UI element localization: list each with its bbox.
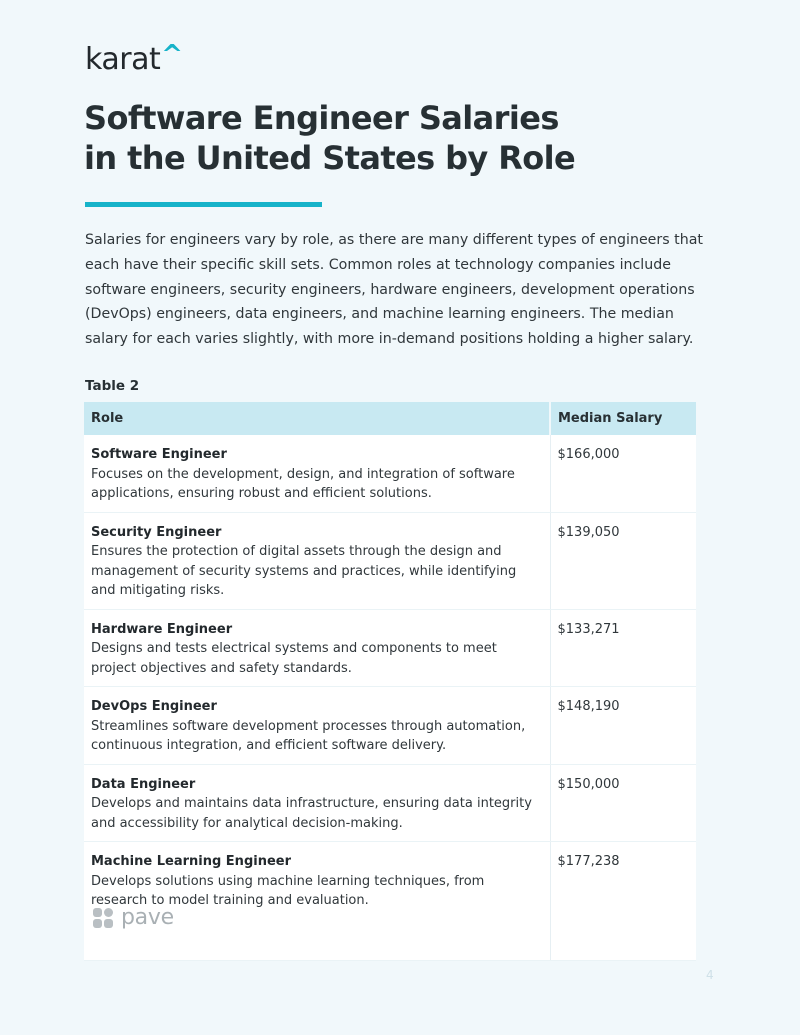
role-name: Hardware Engineer xyxy=(91,621,233,637)
role-cell xyxy=(84,435,550,512)
role-cell xyxy=(84,687,550,765)
pave-source-logo xyxy=(93,906,174,930)
role-name: Data Engineer xyxy=(91,776,196,792)
table-row xyxy=(84,842,696,961)
role-name: Software Engineer xyxy=(91,447,227,462)
page-title xyxy=(84,98,724,178)
karat-caret-icon: ^ xyxy=(161,40,183,70)
intro-paragraph: Salaries for engineers vary by role, as there are many different types of engineers that each have their specific skill sets. Common roles at technology companies include software engineers, security engineers, hardware engineers, development operations (DevOps) engineers, data engineers, and machine learning engineers. The median salary for each varies slightly, with more in-demand positions holding a higher salary. xyxy=(85,232,703,348)
table-row xyxy=(84,435,696,512)
table-row xyxy=(84,512,696,609)
page-number: 4 xyxy=(706,968,714,982)
pave-logo-text: pave xyxy=(121,905,174,930)
column-header-role: Role xyxy=(84,402,550,435)
role-cell xyxy=(84,764,550,842)
page-title-line-1: Software Engineer Salaries xyxy=(84,99,559,137)
role-description: Develops and maintains data infrastructure, ensuring data integrity and accessibility for analytical decision-making. xyxy=(91,796,532,831)
role-description: Ensures the protection of digital assets through the design and management of security systems and practices, while identifying and mitigating risks. xyxy=(91,544,517,598)
title-accent-divider xyxy=(85,202,322,207)
role-name: DevOps Engineer xyxy=(91,699,217,714)
karat-logo xyxy=(85,40,183,81)
role-description: Develops solutions using machine learning techniques, from research to model training and evaluation. xyxy=(91,873,485,908)
role-name: Machine Learning Engineer xyxy=(91,854,292,869)
salary-cell: $166,000 xyxy=(550,435,696,512)
role-cell xyxy=(84,842,550,961)
role-description: Focuses on the development, design, and integration of software applications, ensuring robust and efficient solutions. xyxy=(91,466,515,501)
salary-table xyxy=(84,402,696,961)
karat-logo-text: karat xyxy=(85,42,161,77)
role-name: Security Engineer xyxy=(91,524,222,540)
role-description: Designs and tests electrical systems and components to meet project objectives and safety standards. xyxy=(91,641,497,676)
role-description: Streamlines software development processes through automation, continuous integration, and efficient software delivery. xyxy=(91,718,526,753)
role-cell xyxy=(84,609,550,687)
table-label: Table 2 xyxy=(85,378,140,394)
table-row xyxy=(84,609,696,687)
column-header-salary: Median Salary xyxy=(550,402,696,435)
salary-cell: $139,050 xyxy=(550,512,696,609)
table-row xyxy=(84,764,696,842)
salary-cell: $148,190 xyxy=(550,687,696,765)
salary-cell: $177,238 xyxy=(550,842,696,961)
pave-grid-icon xyxy=(93,908,113,928)
table-row xyxy=(84,687,696,765)
page-title-line-2: in the United States by Role xyxy=(84,139,576,177)
role-cell xyxy=(84,512,550,609)
table-header-row xyxy=(84,402,696,435)
salary-cell: $133,271 xyxy=(550,609,696,687)
salary-cell: $150,000 xyxy=(550,764,696,842)
